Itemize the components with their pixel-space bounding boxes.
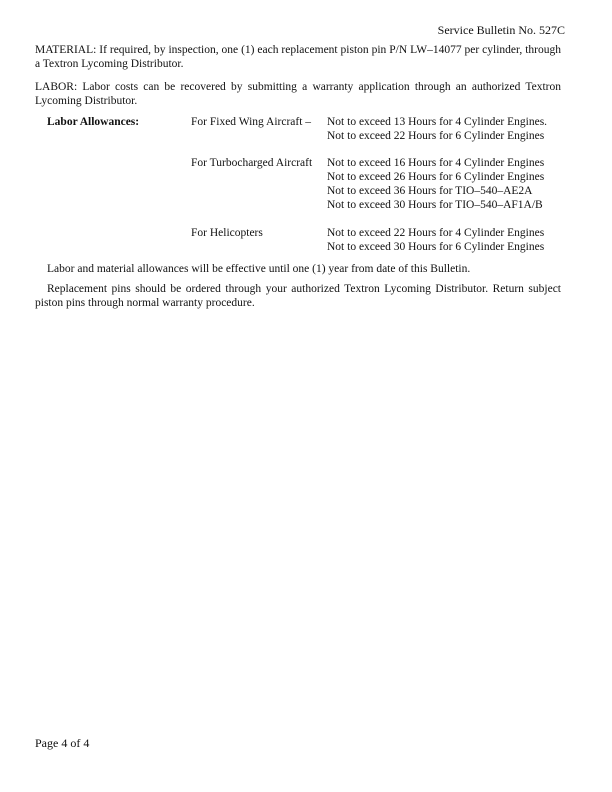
allowance-limit: Not to exceed 30 Hours for 6 Cylinder Engines: [327, 241, 545, 253]
effective-paragraph: Labor and material allowances will be effective until one (1) year from date of this Bulletin.: [47, 263, 471, 275]
allowance-limit: Not to exceed 22 Hours for 6 Cylinder Engines: [327, 130, 545, 142]
allowance-limit: Not to exceed 22 Hours for 4 Cylinder Engines: [327, 227, 545, 239]
allowance-category-helicopters: For Helicopters: [191, 227, 263, 239]
allowance-limit: Not to exceed 26 Hours for 6 Cylinder Engines: [327, 171, 545, 183]
allowance-category-fixed-wing: For Fixed Wing Aircraft –: [191, 116, 312, 128]
labor-allowances-label: Labor Allowances:: [47, 116, 140, 128]
page-number: Page 4 of 4: [35, 736, 90, 750]
allowance-limit: Not to exceed 30 Hours for TIO–540–AF1A/B: [327, 199, 543, 211]
material-paragraph: MATERIAL: If required, by inspection, one (1) each replacement piston pin P/N LW–14077 per cylinder, through a Textron Lycoming Distributor.: [35, 44, 561, 70]
labor-paragraph: LABOR: Labor costs can be recovered by submitting a warranty application through an authorized Textron Lycoming Distributor.: [35, 81, 561, 107]
allowance-category-turbocharged: For Turbocharged Aircraft: [191, 157, 313, 169]
allowance-limit: Not to exceed 13 Hours for 4 Cylinder Engines.: [327, 116, 548, 128]
allowance-limit: Not to exceed 36 Hours for TIO–540–AE2A: [327, 185, 533, 197]
bulletin-reference: Service Bulletin No. 527C: [437, 23, 565, 37]
allowance-limit: Not to exceed 16 Hours for 4 Cylinder Engines: [327, 157, 545, 169]
replacement-paragraph: Replacement pins should be ordered through your authorized Textron Lycoming Distributor. Return subject piston pins through normal warranty procedure.: [35, 283, 561, 309]
